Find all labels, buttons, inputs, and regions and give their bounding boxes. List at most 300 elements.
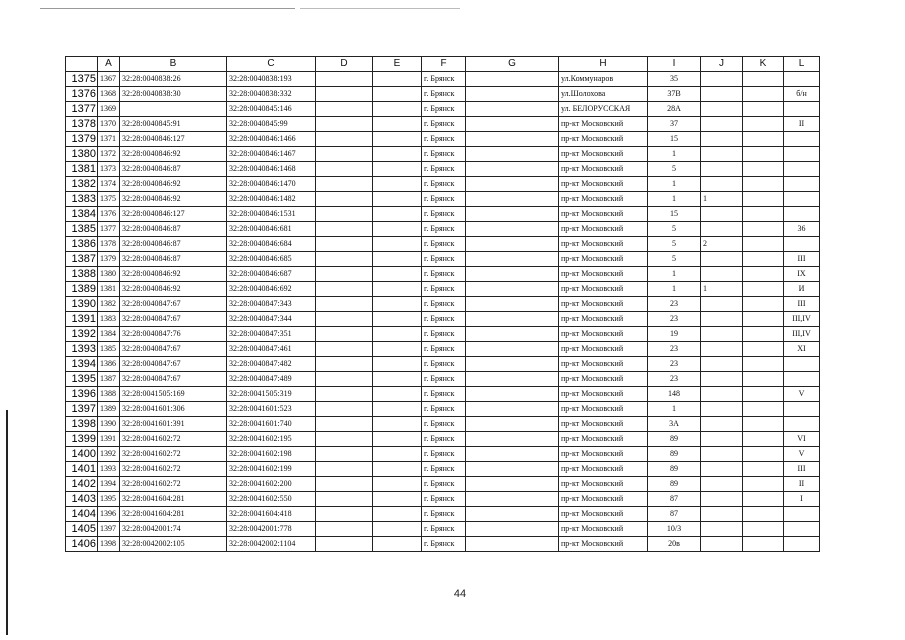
table-row bbox=[66, 537, 820, 552]
cell-a: 1392 bbox=[98, 447, 120, 462]
cell-f: г. Брянск bbox=[422, 312, 466, 327]
row-number: 1406 bbox=[66, 537, 98, 552]
cell-d bbox=[316, 447, 373, 462]
column-header-row bbox=[66, 57, 820, 72]
cell-j bbox=[701, 477, 743, 492]
cell-c: 32:28:0040838:332 bbox=[227, 87, 316, 102]
cell-g bbox=[466, 267, 559, 282]
cell-g bbox=[466, 147, 559, 162]
cell-i: 1 bbox=[648, 402, 701, 417]
cell-h: пр-кт Московский bbox=[559, 147, 648, 162]
cell-l: V bbox=[784, 387, 820, 402]
cell-i: 3А bbox=[648, 417, 701, 432]
cell-b: 32:28:0041505:169 bbox=[120, 387, 227, 402]
cell-h: пр-кт Московский bbox=[559, 117, 648, 132]
cell-i: 15 bbox=[648, 207, 701, 222]
cell-j bbox=[701, 402, 743, 417]
cell-l: III bbox=[784, 462, 820, 477]
row-number: 1395 bbox=[66, 372, 98, 387]
cell-g bbox=[466, 537, 559, 552]
cell-j bbox=[701, 87, 743, 102]
cell-h: пр-кт Московский bbox=[559, 282, 648, 297]
cell-g bbox=[466, 432, 559, 447]
cell-l bbox=[784, 357, 820, 372]
cell-l: III bbox=[784, 297, 820, 312]
cell-b: 32:28:0040846:127 bbox=[120, 132, 227, 147]
cell-e bbox=[373, 252, 422, 267]
cell-g bbox=[466, 402, 559, 417]
row-number: 1403 bbox=[66, 492, 98, 507]
cell-b: 32:28:0040847:67 bbox=[120, 312, 227, 327]
cell-d bbox=[316, 237, 373, 252]
cell-l bbox=[784, 237, 820, 252]
cell-c: 32:28:0040847:351 bbox=[227, 327, 316, 342]
cell-f: г. Брянск bbox=[422, 372, 466, 387]
cell-f: г. Брянск bbox=[422, 387, 466, 402]
cell-j bbox=[701, 147, 743, 162]
cell-a: 1373 bbox=[98, 162, 120, 177]
cell-f: г. Брянск bbox=[422, 357, 466, 372]
cell-a: 1397 bbox=[98, 522, 120, 537]
cell-i: 1 bbox=[648, 267, 701, 282]
cell-i: 28А bbox=[648, 102, 701, 117]
cell-h: пр-кт Московский bbox=[559, 192, 648, 207]
cell-h: пр-кт Московский bbox=[559, 267, 648, 282]
cell-e bbox=[373, 147, 422, 162]
cell-e bbox=[373, 327, 422, 342]
cell-h: пр-кт Московский bbox=[559, 222, 648, 237]
cell-b: 32:28:0041604:281 bbox=[120, 492, 227, 507]
cell-c: 32:28:0042001:778 bbox=[227, 522, 316, 537]
table-row bbox=[66, 102, 820, 117]
cell-i: 89 bbox=[648, 447, 701, 462]
cell-d bbox=[316, 312, 373, 327]
cell-e bbox=[373, 357, 422, 372]
cell-k bbox=[743, 492, 784, 507]
cell-k bbox=[743, 507, 784, 522]
cell-f: г. Брянск bbox=[422, 447, 466, 462]
cell-a: 1390 bbox=[98, 417, 120, 432]
cell-g bbox=[466, 87, 559, 102]
cell-f: г. Брянск bbox=[422, 342, 466, 357]
cell-a: 1378 bbox=[98, 237, 120, 252]
cell-l bbox=[784, 537, 820, 552]
cell-l: III,IV bbox=[784, 312, 820, 327]
cell-l bbox=[784, 507, 820, 522]
cell-i: 5 bbox=[648, 237, 701, 252]
cell-b: 32:28:0040846:92 bbox=[120, 192, 227, 207]
cell-c: 32:28:0041602:195 bbox=[227, 432, 316, 447]
cell-h: пр-кт Московский bbox=[559, 327, 648, 342]
cell-f: г. Брянск bbox=[422, 432, 466, 447]
column-header: A bbox=[98, 57, 120, 72]
cell-i: 19 bbox=[648, 327, 701, 342]
row-number: 1399 bbox=[66, 432, 98, 447]
cell-g bbox=[466, 252, 559, 267]
cell-e bbox=[373, 72, 422, 87]
row-number: 1400 bbox=[66, 447, 98, 462]
cell-l bbox=[784, 402, 820, 417]
cell-a: 1389 bbox=[98, 402, 120, 417]
cell-h: пр-кт Московский bbox=[559, 522, 648, 537]
cell-f: г. Брянск bbox=[422, 132, 466, 147]
cell-c: 32:28:0040847:482 bbox=[227, 357, 316, 372]
table-row bbox=[66, 252, 820, 267]
cell-c: 32:28:0041601:523 bbox=[227, 402, 316, 417]
cell-e bbox=[373, 222, 422, 237]
cell-b: 32:28:0042001:74 bbox=[120, 522, 227, 537]
cell-l bbox=[784, 207, 820, 222]
cell-f: г. Брянск bbox=[422, 72, 466, 87]
cell-h: пр-кт Московский bbox=[559, 297, 648, 312]
cell-g bbox=[466, 282, 559, 297]
table-row bbox=[66, 492, 820, 507]
cell-a: 1396 bbox=[98, 507, 120, 522]
cell-j: 2 bbox=[701, 237, 743, 252]
row-number: 1375 bbox=[66, 72, 98, 87]
cell-d bbox=[316, 282, 373, 297]
cell-c: 32:28:0040846:692 bbox=[227, 282, 316, 297]
cell-g bbox=[466, 297, 559, 312]
cell-e bbox=[373, 537, 422, 552]
cell-d bbox=[316, 387, 373, 402]
cell-c: 32:28:0041602:199 bbox=[227, 462, 316, 477]
row-number: 1387 bbox=[66, 252, 98, 267]
cell-l: XI bbox=[784, 342, 820, 357]
cell-l: I bbox=[784, 492, 820, 507]
cell-g bbox=[466, 237, 559, 252]
cell-d bbox=[316, 72, 373, 87]
scan-mark bbox=[300, 8, 460, 9]
cell-i: 1 bbox=[648, 177, 701, 192]
row-number: 1396 bbox=[66, 387, 98, 402]
cell-h: пр-кт Московский bbox=[559, 507, 648, 522]
cell-j bbox=[701, 207, 743, 222]
cell-c: 32:28:0040846:1466 bbox=[227, 132, 316, 147]
column-header: C bbox=[227, 57, 316, 72]
cell-a: 1398 bbox=[98, 537, 120, 552]
cell-b: 32:28:0040847:67 bbox=[120, 297, 227, 312]
cell-e bbox=[373, 177, 422, 192]
table-row bbox=[66, 417, 820, 432]
cell-d bbox=[316, 342, 373, 357]
cell-j bbox=[701, 222, 743, 237]
cell-b: 32:28:0040838:30 bbox=[120, 87, 227, 102]
table-row bbox=[66, 222, 820, 237]
cell-e bbox=[373, 267, 422, 282]
cell-h: ул. БЕЛОРУССКАЯ bbox=[559, 102, 648, 117]
cell-b: 32:28:0040845:91 bbox=[120, 117, 227, 132]
cell-c: 32:28:0040847:343 bbox=[227, 297, 316, 312]
cell-c: 32:28:0041602:550 bbox=[227, 492, 316, 507]
row-number: 1401 bbox=[66, 462, 98, 477]
cell-g bbox=[466, 357, 559, 372]
cell-c: 32:28:0041602:198 bbox=[227, 447, 316, 462]
cell-l: VI bbox=[784, 432, 820, 447]
cell-h: ул.Шолохова bbox=[559, 87, 648, 102]
cell-k bbox=[743, 102, 784, 117]
cell-b: 32:28:0040847:76 bbox=[120, 327, 227, 342]
cell-g bbox=[466, 372, 559, 387]
cell-a: 1379 bbox=[98, 252, 120, 267]
cell-j bbox=[701, 537, 743, 552]
cell-i: 23 bbox=[648, 357, 701, 372]
cell-h: пр-кт Московский bbox=[559, 237, 648, 252]
table-row bbox=[66, 282, 820, 297]
cell-d bbox=[316, 402, 373, 417]
cell-b: 32:28:0041602:72 bbox=[120, 447, 227, 462]
cell-g bbox=[466, 477, 559, 492]
table-row bbox=[66, 72, 820, 87]
table-row bbox=[66, 87, 820, 102]
row-number: 1379 bbox=[66, 132, 98, 147]
cell-i: 148 bbox=[648, 387, 701, 402]
cell-i: 20в bbox=[648, 537, 701, 552]
cell-h: пр-кт Московский bbox=[559, 492, 648, 507]
cell-l: III,IV bbox=[784, 327, 820, 342]
cell-g bbox=[466, 117, 559, 132]
row-number: 1378 bbox=[66, 117, 98, 132]
cell-d bbox=[316, 477, 373, 492]
cell-e bbox=[373, 87, 422, 102]
cell-j bbox=[701, 327, 743, 342]
row-number: 1397 bbox=[66, 402, 98, 417]
cell-a: 1393 bbox=[98, 462, 120, 477]
column-header: L bbox=[784, 57, 820, 72]
cell-d bbox=[316, 192, 373, 207]
cell-c: 32:28:0040846:685 bbox=[227, 252, 316, 267]
cell-g bbox=[466, 132, 559, 147]
row-number: 1376 bbox=[66, 87, 98, 102]
cell-k bbox=[743, 117, 784, 132]
row-number: 1386 bbox=[66, 237, 98, 252]
cell-i: 23 bbox=[648, 372, 701, 387]
cell-f: г. Брянск bbox=[422, 477, 466, 492]
table-row bbox=[66, 477, 820, 492]
column-header: K bbox=[743, 57, 784, 72]
cell-a: 1384 bbox=[98, 327, 120, 342]
cell-l bbox=[784, 72, 820, 87]
cell-a: 1377 bbox=[98, 222, 120, 237]
cell-j bbox=[701, 177, 743, 192]
cell-a: 1371 bbox=[98, 132, 120, 147]
cell-b: 32:28:0042002:105 bbox=[120, 537, 227, 552]
cell-d bbox=[316, 507, 373, 522]
cell-g bbox=[466, 177, 559, 192]
cell-j bbox=[701, 342, 743, 357]
cell-a: 1386 bbox=[98, 357, 120, 372]
cell-k bbox=[743, 222, 784, 237]
cell-b: 32:28:0040838:26 bbox=[120, 72, 227, 87]
cell-f: г. Брянск bbox=[422, 102, 466, 117]
cell-b bbox=[120, 102, 227, 117]
cell-k bbox=[743, 402, 784, 417]
cell-d bbox=[316, 297, 373, 312]
cell-e bbox=[373, 507, 422, 522]
cell-f: г. Брянск bbox=[422, 222, 466, 237]
cell-l bbox=[784, 372, 820, 387]
cell-b: 32:28:0040846:127 bbox=[120, 207, 227, 222]
cell-c: 32:28:0040847:489 bbox=[227, 372, 316, 387]
cell-k bbox=[743, 237, 784, 252]
table-row bbox=[66, 147, 820, 162]
cell-f: г. Брянск bbox=[422, 402, 466, 417]
cell-f: г. Брянск bbox=[422, 147, 466, 162]
cell-k bbox=[743, 192, 784, 207]
cell-e bbox=[373, 477, 422, 492]
cell-d bbox=[316, 267, 373, 282]
row-number: 1390 bbox=[66, 297, 98, 312]
cell-a: 1374 bbox=[98, 177, 120, 192]
cell-d bbox=[316, 357, 373, 372]
cell-f: г. Брянск bbox=[422, 507, 466, 522]
cell-c: 32:28:0042002:1104 bbox=[227, 537, 316, 552]
table-row bbox=[66, 192, 820, 207]
cell-d bbox=[316, 372, 373, 387]
cell-k bbox=[743, 87, 784, 102]
table-row bbox=[66, 522, 820, 537]
cell-f: г. Брянск bbox=[422, 462, 466, 477]
cell-f: г. Брянск bbox=[422, 492, 466, 507]
cell-h: пр-кт Московский bbox=[559, 387, 648, 402]
cell-d bbox=[316, 327, 373, 342]
cell-h: пр-кт Московский bbox=[559, 432, 648, 447]
table-row bbox=[66, 267, 820, 282]
cell-b: 32:28:0040846:92 bbox=[120, 147, 227, 162]
table-row bbox=[66, 447, 820, 462]
cell-k bbox=[743, 477, 784, 492]
cell-l: II bbox=[784, 117, 820, 132]
cell-d bbox=[316, 132, 373, 147]
row-number: 1383 bbox=[66, 192, 98, 207]
cell-f: г. Брянск bbox=[422, 282, 466, 297]
table-row bbox=[66, 462, 820, 477]
cell-l bbox=[784, 102, 820, 117]
cell-h: пр-кт Московский bbox=[559, 372, 648, 387]
row-number: 1405 bbox=[66, 522, 98, 537]
cell-d bbox=[316, 162, 373, 177]
cell-a: 1372 bbox=[98, 147, 120, 162]
column-header: J bbox=[701, 57, 743, 72]
cell-j bbox=[701, 312, 743, 327]
cell-k bbox=[743, 132, 784, 147]
cell-i: 1 bbox=[648, 192, 701, 207]
cell-c: 32:28:0040846:1531 bbox=[227, 207, 316, 222]
cell-k bbox=[743, 537, 784, 552]
cell-j bbox=[701, 372, 743, 387]
cell-l bbox=[784, 177, 820, 192]
cell-a: 1375 bbox=[98, 192, 120, 207]
cell-c: 32:28:0040846:687 bbox=[227, 267, 316, 282]
cell-h: пр-кт Московский bbox=[559, 252, 648, 267]
cell-d bbox=[316, 492, 373, 507]
cell-f: г. Брянск bbox=[422, 117, 466, 132]
cell-a: 1368 bbox=[98, 87, 120, 102]
cell-c: 32:28:0041602:200 bbox=[227, 477, 316, 492]
cell-f: г. Брянск bbox=[422, 522, 466, 537]
cell-j bbox=[701, 132, 743, 147]
table-row bbox=[66, 327, 820, 342]
cell-g bbox=[466, 522, 559, 537]
row-number: 1398 bbox=[66, 417, 98, 432]
column-header: D bbox=[316, 57, 373, 72]
cell-l bbox=[784, 162, 820, 177]
column-header: F bbox=[422, 57, 466, 72]
cell-i: 1 bbox=[648, 147, 701, 162]
cell-c: 32:28:0040847:461 bbox=[227, 342, 316, 357]
cell-g bbox=[466, 312, 559, 327]
cell-k bbox=[743, 387, 784, 402]
cell-b: 32:28:0040847:67 bbox=[120, 372, 227, 387]
cell-c: 32:28:0041505:319 bbox=[227, 387, 316, 402]
cell-f: г. Брянск bbox=[422, 252, 466, 267]
cell-j bbox=[701, 102, 743, 117]
cell-h: пр-кт Московский bbox=[559, 462, 648, 477]
cell-g bbox=[466, 72, 559, 87]
cell-h: пр-кт Московский bbox=[559, 357, 648, 372]
cell-a: 1380 bbox=[98, 267, 120, 282]
cell-h: пр-кт Московский bbox=[559, 447, 648, 462]
cell-g bbox=[466, 162, 559, 177]
cell-k bbox=[743, 432, 784, 447]
table-row bbox=[66, 312, 820, 327]
cell-k bbox=[743, 162, 784, 177]
cell-e bbox=[373, 402, 422, 417]
cell-d bbox=[316, 102, 373, 117]
cell-l bbox=[784, 417, 820, 432]
cell-e bbox=[373, 192, 422, 207]
cell-e bbox=[373, 462, 422, 477]
row-number: 1381 bbox=[66, 162, 98, 177]
cell-c: 32:28:0040847:344 bbox=[227, 312, 316, 327]
cell-c: 32:28:0040846:684 bbox=[227, 237, 316, 252]
cell-i: 89 bbox=[648, 432, 701, 447]
cell-b: 32:28:0040846:92 bbox=[120, 267, 227, 282]
cell-c: 32:28:0040846:1470 bbox=[227, 177, 316, 192]
cell-k bbox=[743, 72, 784, 87]
cell-g bbox=[466, 192, 559, 207]
cell-d bbox=[316, 222, 373, 237]
cell-b: 32:28:0040846:92 bbox=[120, 177, 227, 192]
cell-c: 32:28:0040838:193 bbox=[227, 72, 316, 87]
cell-l: И bbox=[784, 282, 820, 297]
table-row bbox=[66, 132, 820, 147]
cell-j bbox=[701, 117, 743, 132]
cell-e bbox=[373, 387, 422, 402]
cell-c: 32:28:0041601:740 bbox=[227, 417, 316, 432]
cell-e bbox=[373, 117, 422, 132]
cell-e bbox=[373, 162, 422, 177]
row-number: 1384 bbox=[66, 207, 98, 222]
cell-h: пр-кт Московский bbox=[559, 342, 648, 357]
table-row bbox=[66, 432, 820, 447]
cell-k bbox=[743, 417, 784, 432]
cell-f: г. Брянск bbox=[422, 207, 466, 222]
cell-b: 32:28:0041601:306 bbox=[120, 402, 227, 417]
cell-l bbox=[784, 147, 820, 162]
cell-l bbox=[784, 132, 820, 147]
cell-h: пр-кт Московский bbox=[559, 177, 648, 192]
cell-l: 36 bbox=[784, 222, 820, 237]
cell-f: г. Брянск bbox=[422, 297, 466, 312]
cell-i: 35 bbox=[648, 72, 701, 87]
cell-e bbox=[373, 492, 422, 507]
cell-h: пр-кт Московский bbox=[559, 402, 648, 417]
cell-l: II bbox=[784, 477, 820, 492]
table-row bbox=[66, 372, 820, 387]
cell-c: 32:28:0040845:146 bbox=[227, 102, 316, 117]
cell-j bbox=[701, 357, 743, 372]
